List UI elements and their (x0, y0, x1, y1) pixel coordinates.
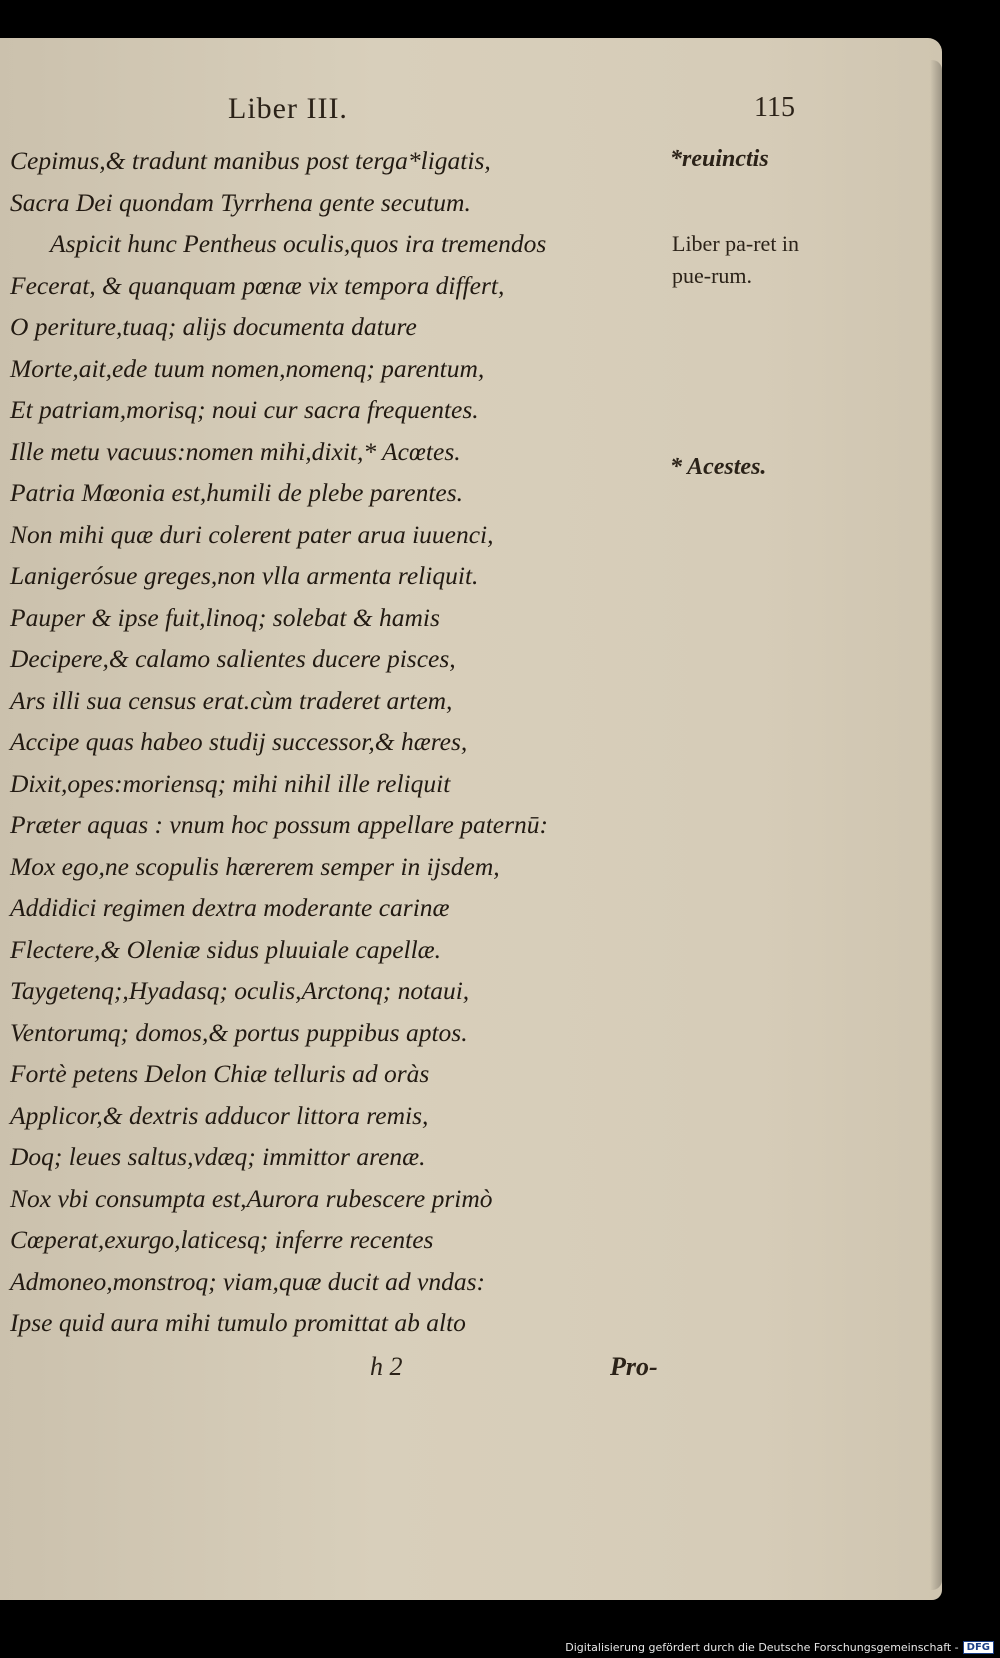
footer-text: Digitalisierung gefördert durch die Deutsche Forschungsgemeinschaft - (565, 1641, 959, 1654)
verse-line: O periture,tuaq; alijs documenta dature (10, 312, 417, 341)
verse-line: Fecerat, & quanquam pœnæ vix tempora differt, (10, 270, 505, 300)
verse-line: Doq; leues saltus,vdæq; immittor arenæ. (10, 1142, 426, 1171)
verse-line: Ars illi sua census erat.cùm traderet artem, (10, 685, 453, 715)
verse-line: Ipse quid aura mihi tumulo promittat ab alto (10, 1308, 466, 1337)
verse-line: Cepimus,& tradunt manibus post terga*ligatis, (10, 146, 491, 175)
page-number: 115 (754, 92, 795, 123)
verse-line: Ventorumq; domos,& portus puppibus aptos. (10, 1017, 468, 1047)
verse-line: Accipe quas habeo studij successor,& hæres, (10, 727, 468, 756)
margin-note-reuinctis: *reuinctis (670, 146, 769, 172)
verse-line: Dixit,opes:moriensq; mihi nihil ille reliquit (10, 768, 451, 798)
verse-line: Non mihi quæ duri colerent pater arua iuuenci, (10, 519, 494, 549)
verse-line: Fortè petens Delon Chiæ telluris ad oràs (10, 1059, 430, 1088)
verse-line: Taygetenq;,Hyadasq; oculis,Arctonq; notaui, (10, 976, 470, 1005)
verse-line: Flectere,& Oleniæ sidus pluuiale capellæ. (10, 934, 442, 964)
verse-line: Pauper & ipse fuit,linoq; solebat & hamis (10, 602, 440, 632)
verse-line: Lanigerósue greges,non vlla armenta reliquit. (10, 561, 479, 590)
verse-line: Præter aquas : vnum hoc possum appellare paternū: (10, 810, 549, 839)
margin-note-acestes: * Acestes. (670, 454, 767, 480)
verse-line: Ille metu vacuus:nomen mihi,dixit,* Acœtes. (10, 436, 461, 466)
verse-line: Mox ego,ne scopulis hærerem semper in ijsdem, (10, 851, 500, 881)
dfg-logo-icon: DFG (963, 1641, 994, 1654)
verse-line: Nox vbi consumpta est,Aurora rubescere primò (10, 1183, 493, 1213)
verse-line: Sacra Dei quondam Tyrrhena gente secutum. (10, 187, 471, 217)
signature-mark: h 2 (370, 1352, 403, 1381)
verse-line: Aspicit hunc Pentheus oculis,quos ira tremendos (50, 229, 547, 258)
verse-line: Addidici regimen dextra moderante carinæ (10, 893, 450, 922)
footer-credit (565, 1641, 994, 1654)
verse-line: Et patriam,morisq; noui cur sacra frequentes. (10, 395, 479, 424)
verse-line: Applicor,& dextris adducor littora remis, (10, 1100, 429, 1130)
verse-line: Cœperat,exurgo,laticesq; inferre recentes (10, 1225, 434, 1254)
verse-line: Admoneo,monstroq; viam,quæ ducit ad vndas: (10, 1266, 485, 1296)
verse-line: Patria Mœonia est,humili de plebe parentes. (10, 478, 464, 507)
margin-note-liber: Liber pa-ret in pue-rum. (672, 231, 800, 288)
verse-line: Decipere,& calamo salientes ducere pisces, (10, 644, 456, 673)
page-edge-shadow (930, 60, 942, 1590)
verse-block (10, 140, 670, 1344)
catchword: Pro- (610, 1352, 658, 1381)
verse-line: Morte,ait,ede tuum nomen,nomenq; parentum, (10, 353, 485, 383)
running-head: Liber III. (228, 92, 348, 125)
